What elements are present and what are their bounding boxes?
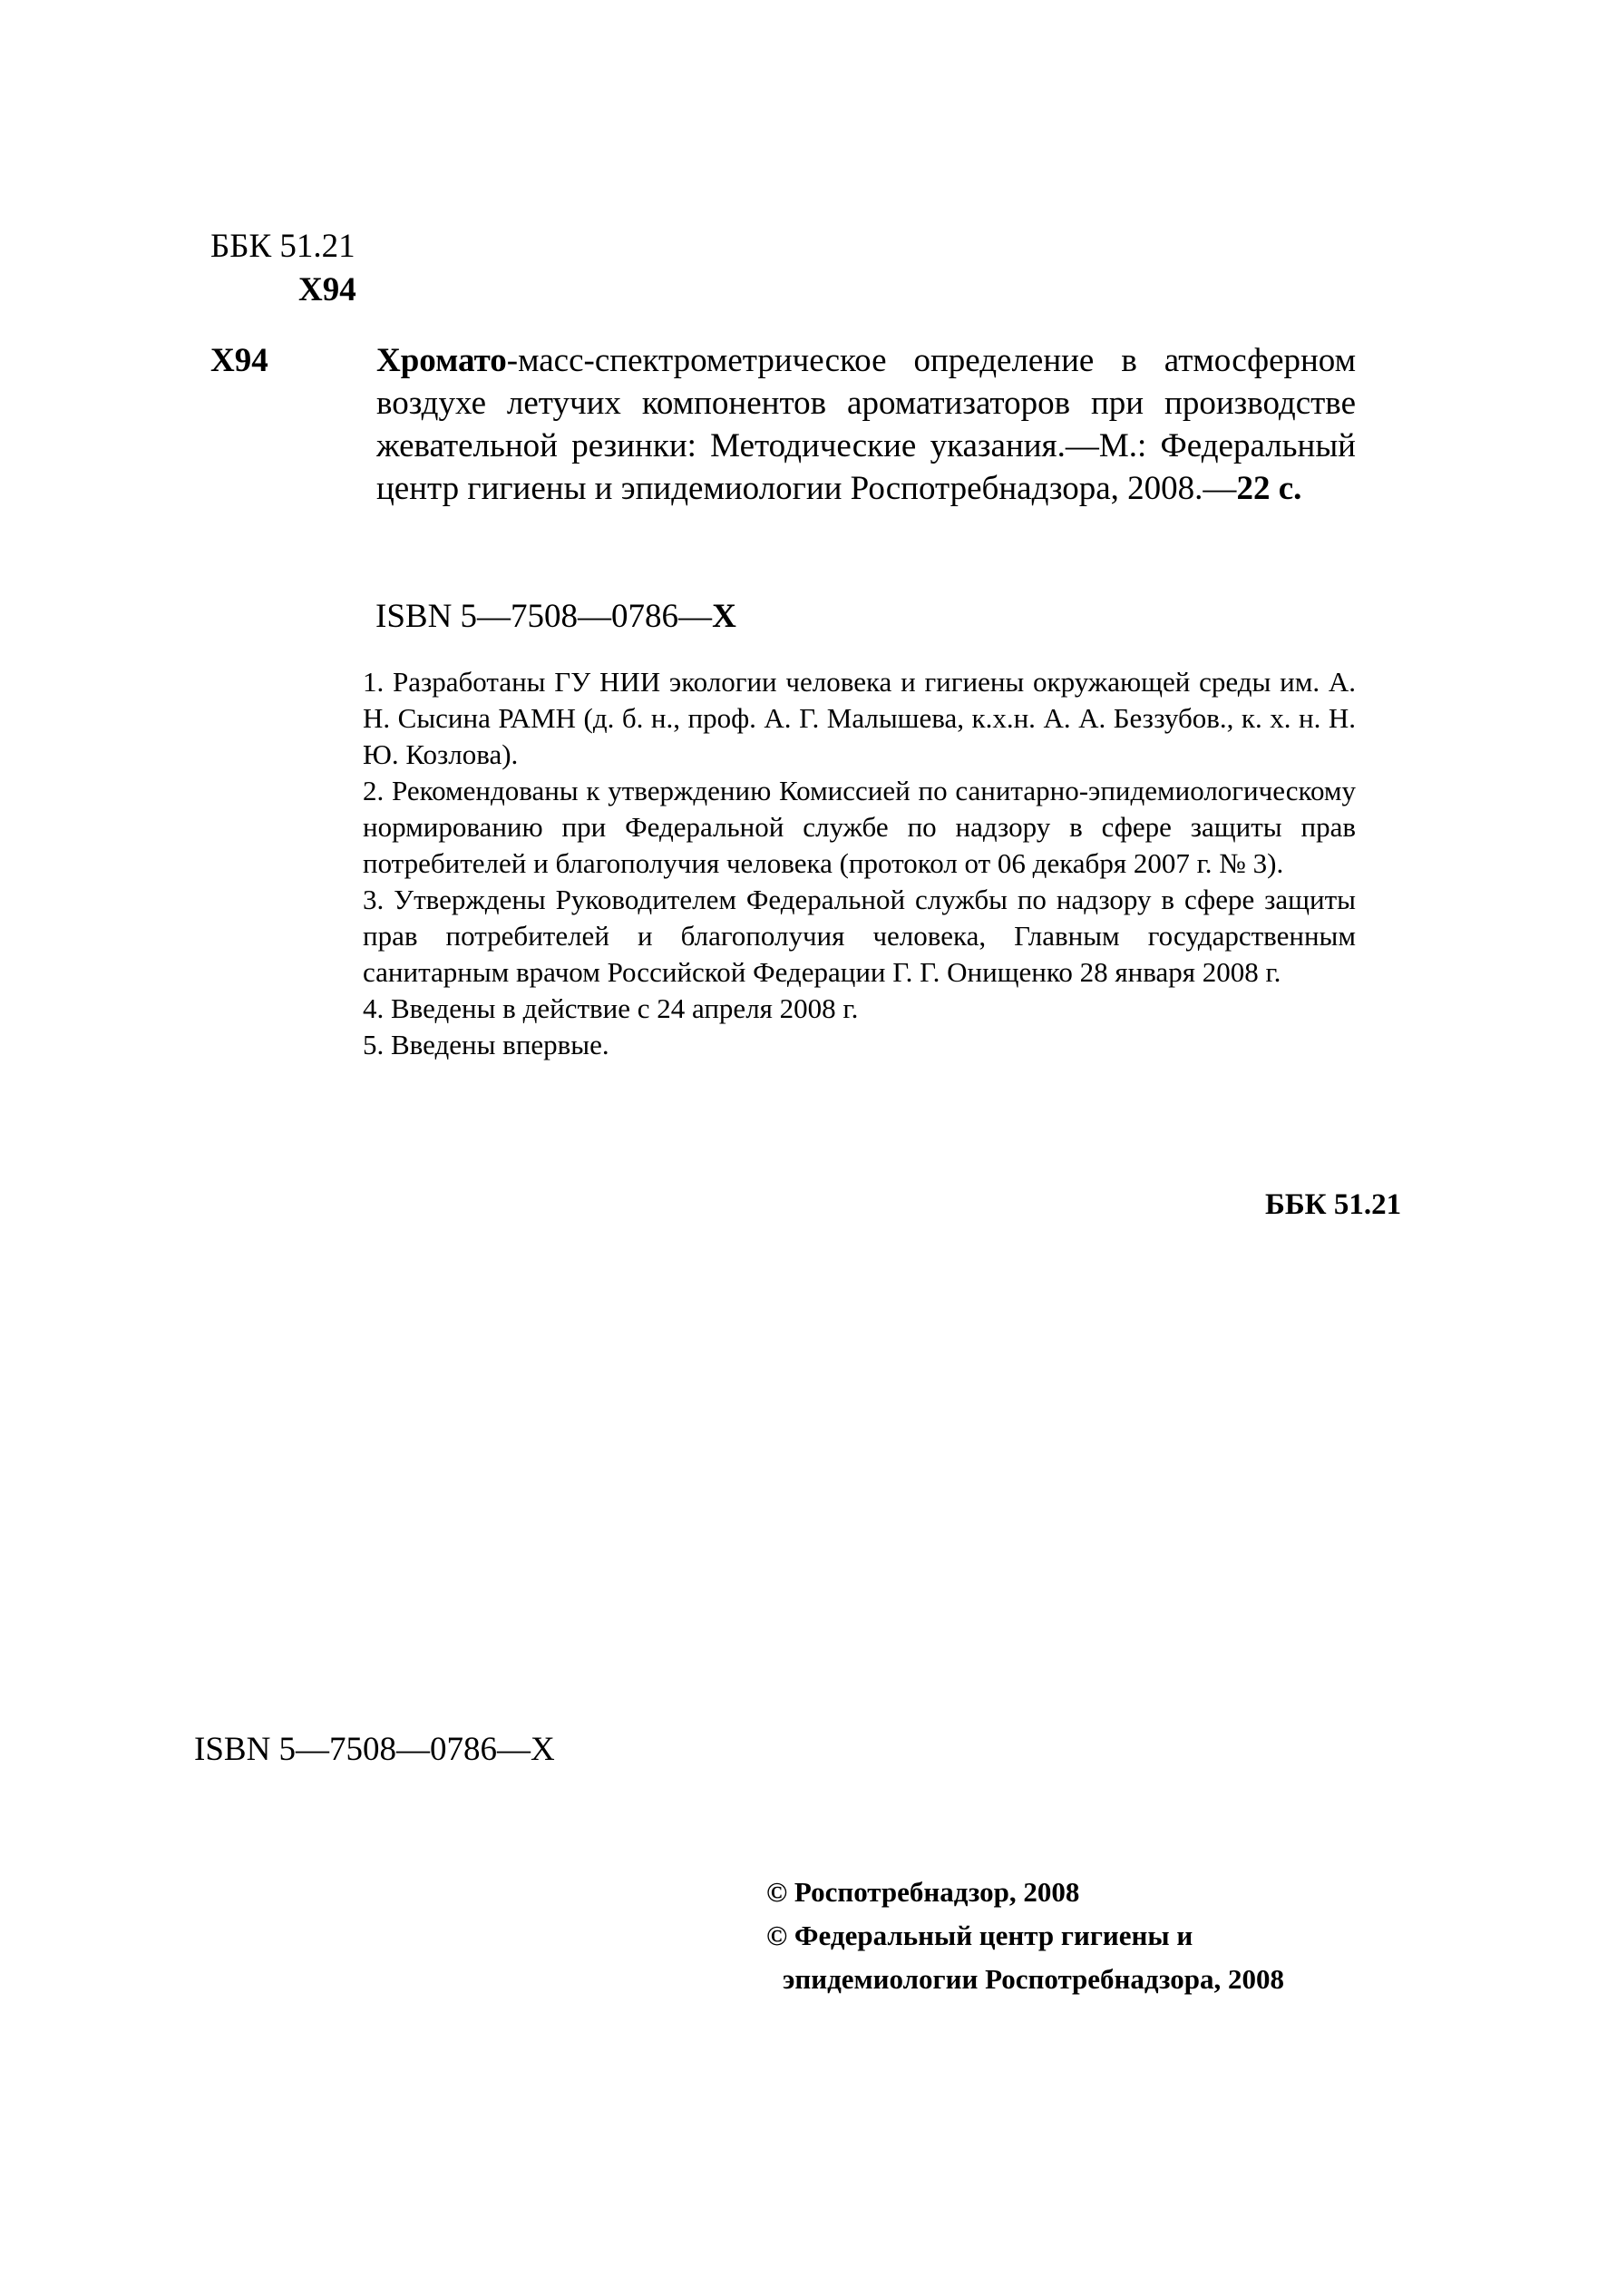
copyright-line-1: © Роспотребнадзор, 2008 <box>766 1876 1080 1908</box>
copyright-block <box>766 1871 1401 2001</box>
author-mark-header: Х94 <box>298 271 356 308</box>
bibliographic-record <box>376 339 1356 510</box>
credit-text-1: 1. Разработаны ГУ НИИ экологии человека и гигиены окружающей среды им. А. Н. Сысина РАМН (д. б. н., проф. А. Г. Малышева, к.х.н. А. А. Беззубов., к. х. н. Н. Ю. Козлова). <box>363 666 1356 770</box>
credit-item-5 <box>363 1027 1356 1063</box>
bbk-classification-header <box>210 225 356 312</box>
credit-item-2 <box>363 773 1356 882</box>
isbn-main <box>375 595 736 639</box>
copyright-line-3: эпидемиологии Роспотребнадзора, 2008 <box>783 1963 1284 1995</box>
credit-item-1 <box>363 664 1356 773</box>
title-rest: -масс-спектрометрическое определение в атмосферном воздухе летучих компонентов ароматизаторов при производстве жевательной резинки: Методические указания.—М.: Федеральный центр гигиены и эпидемиологии Роспотребнадзора, 2008.— <box>376 342 1356 507</box>
credit-item-3 <box>363 882 1356 991</box>
credit-text-2: 2. Рекомендованы к утверждению Комиссией по санитарно-эпидемиологическому нормированию при Федеральной службе по надзору в сфере защиты прав потребителей и благополучия человека (протокол от 06 декабря 2007 г. № 3). <box>363 775 1356 879</box>
bbk-index-footer: ББК 51.21 <box>1265 1188 1402 1221</box>
isbn-check-digit: X <box>712 598 736 635</box>
page-count: 22 с. <box>1236 470 1302 507</box>
title-lead: Хромато <box>376 342 507 379</box>
credit-item-4 <box>363 991 1356 1027</box>
credit-text-3: 3. Утверждены Руководителем Федеральной службы по надзору в сфере защиты прав потребителей и благополучия человека, Главным государственным санитарным врачом Российской Федерации Г. Г. Онищенко 28 января 2008 г. <box>363 884 1356 988</box>
author-mark: Х94 <box>210 342 268 379</box>
isbn-bottom: ISBN 5—7508—0786—X <box>194 1731 555 1768</box>
copyright-line-2: © Федеральный центр гигиены и <box>766 1920 1193 1951</box>
credit-text-4: 4. Введены в действие с 24 апреля 2008 г. <box>363 992 859 1024</box>
isbn-number: ISBN 5—7508—0786— <box>375 598 713 635</box>
credit-text-5: 5. Введены впервые. <box>363 1029 609 1060</box>
bbk-index: ББК 51.21 <box>210 228 355 265</box>
credits-section <box>363 664 1356 1063</box>
